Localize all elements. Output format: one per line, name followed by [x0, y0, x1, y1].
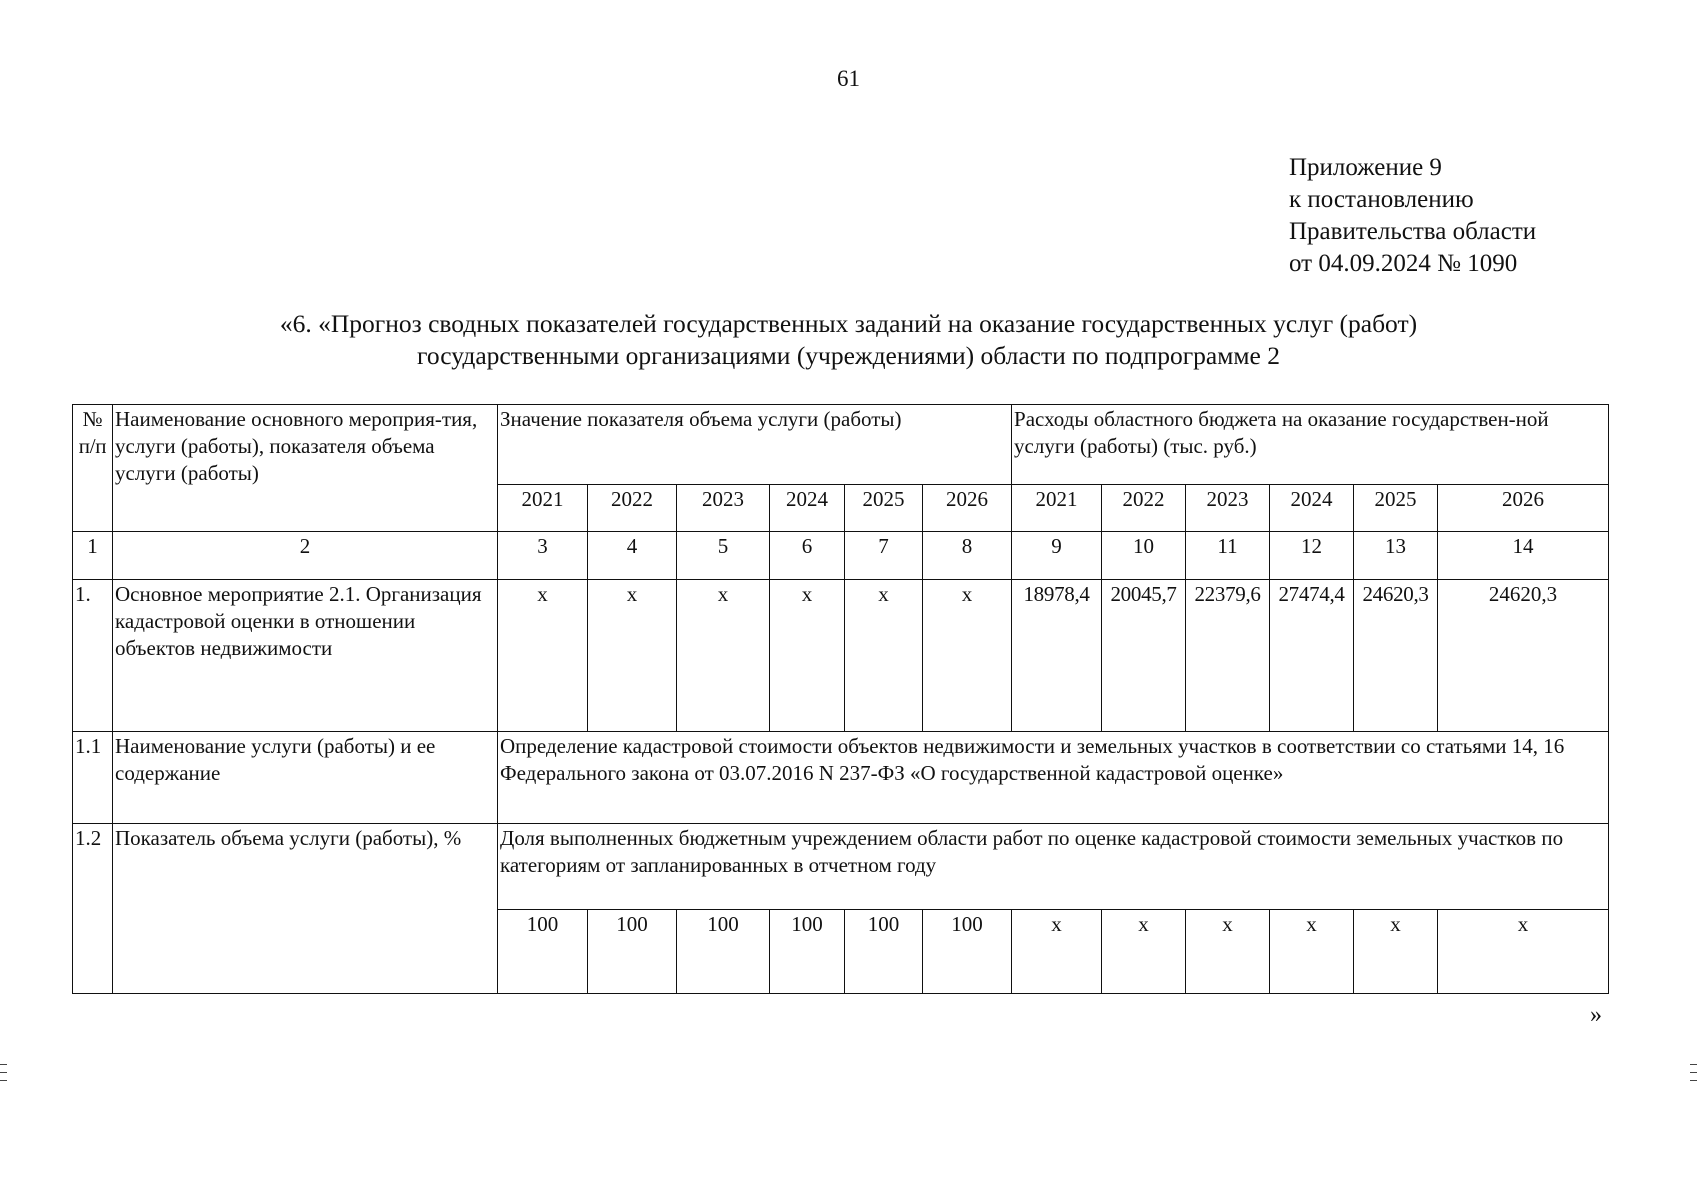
- margin-mark: [0, 1072, 7, 1073]
- appendix-line-3: Правительства области: [1289, 218, 1537, 245]
- document-title: [0, 308, 1697, 372]
- expense-cell: 24620,3: [1354, 580, 1438, 732]
- header-num: № п/п: [73, 405, 113, 532]
- value-cell: х: [498, 580, 588, 732]
- row-num: 1.1: [73, 732, 113, 824]
- header-row: [73, 405, 1609, 485]
- margin-mark: [1690, 1072, 1697, 1073]
- appendix-line-2: к постановлению: [1289, 186, 1474, 213]
- year-cell: 2025: [1354, 485, 1438, 532]
- value-cell: 100: [498, 910, 588, 994]
- value-cell: х: [1270, 910, 1354, 994]
- value-cell: 100: [588, 910, 677, 994]
- row-num: 1.: [73, 580, 113, 732]
- col-number-cell: 13: [1354, 532, 1438, 580]
- appendix-block: [1289, 152, 1536, 280]
- col-number-cell: 2: [113, 532, 498, 580]
- year-cell: 2023: [1186, 485, 1270, 532]
- col-number-cell: 5: [677, 532, 770, 580]
- year-cell: 2022: [1102, 485, 1186, 532]
- value-cell: х: [923, 580, 1012, 732]
- value-cell: 100: [845, 910, 923, 994]
- year-cell: 2021: [498, 485, 588, 532]
- expense-cell: 22379,6: [1186, 580, 1270, 732]
- year-cell: 2026: [923, 485, 1012, 532]
- table-row-1-1: [73, 732, 1609, 824]
- appendix-line-1: Приложение 9: [1289, 154, 1442, 181]
- value-cell: х: [770, 580, 845, 732]
- forecast-table: [72, 404, 1609, 994]
- col-number-cell: 12: [1270, 532, 1354, 580]
- expense-cell: 27474,4: [1270, 580, 1354, 732]
- col-number-cell: 11: [1186, 532, 1270, 580]
- year-cell: 2021: [1012, 485, 1102, 532]
- value-cell: 100: [677, 910, 770, 994]
- value-cell: 100: [923, 910, 1012, 994]
- value-cell: х: [1186, 910, 1270, 994]
- expense-cell: 20045,7: [1102, 580, 1186, 732]
- value-cell: х: [1354, 910, 1438, 994]
- col-number-cell: 1: [73, 532, 113, 580]
- col-number-cell: 14: [1438, 532, 1609, 580]
- col-number-cell: 9: [1012, 532, 1102, 580]
- expense-cell: 18978,4: [1012, 580, 1102, 732]
- margin-mark: [0, 1080, 7, 1081]
- value-cell: х: [588, 580, 677, 732]
- year-cell: 2025: [845, 485, 923, 532]
- row-name: Основное мероприятие 2.1. Организация кадастровой оценки в отношении объектов недвижимости: [113, 580, 498, 732]
- value-cell: 100: [770, 910, 845, 994]
- year-cell: 2026: [1438, 485, 1609, 532]
- year-cell: 2023: [677, 485, 770, 532]
- header-name: Наименование основного мероприя-тия, услуги (работы), показателя объема услуги (работы): [113, 405, 498, 532]
- col-number-cell: 6: [770, 532, 845, 580]
- column-number-row: [73, 532, 1609, 580]
- row-name: Показатель объема услуги (работы), %: [113, 824, 498, 994]
- table-row-1-2: [73, 824, 1609, 910]
- title-line-2: государственными организациями (учреждениями) области по подпрограмме 2: [417, 341, 1280, 370]
- appendix-line-4: от 04.09.2024 № 1090: [1289, 250, 1518, 277]
- header-indicator-group: Значение показателя объема услуги (работы): [498, 405, 1012, 485]
- col-number-cell: 3: [498, 532, 588, 580]
- header-expense-group: Расходы областного бюджета на оказание государствен-ной услуги (работы) (тыс. руб.): [1012, 405, 1609, 485]
- col-number-cell: 7: [845, 532, 923, 580]
- col-number-cell: 8: [923, 532, 1012, 580]
- row-num: 1.2: [73, 824, 113, 994]
- col-number-cell: 10: [1102, 532, 1186, 580]
- service-description: Определение кадастровой стоимости объектов недвижимости и земельных участков в соответствии со статьями 14, 16 Федерального закона от 03.07.2016 N 237-ФЗ «О государственной кадастровой оценке»: [498, 732, 1609, 824]
- year-cell: 2024: [770, 485, 845, 532]
- row-name: Наименование услуги (работы) и ее содержание: [113, 732, 498, 824]
- year-cell: 2024: [1270, 485, 1354, 532]
- margin-mark: [0, 1064, 7, 1065]
- table-row-1: [73, 580, 1609, 732]
- value-cell: х: [1012, 910, 1102, 994]
- expense-cell: 24620,3: [1438, 580, 1609, 732]
- value-cell: х: [1438, 910, 1609, 994]
- value-cell: х: [845, 580, 923, 732]
- margin-mark: [1690, 1080, 1697, 1081]
- value-cell: х: [677, 580, 770, 732]
- value-cell: х: [1102, 910, 1186, 994]
- closing-quote: »: [1590, 1002, 1602, 1028]
- col-number-cell: 4: [588, 532, 677, 580]
- title-line-1: «6. «Прогноз сводных показателей государственных заданий на оказание государственных услуг (работ): [279, 309, 1418, 338]
- margin-mark: [1690, 1064, 1697, 1065]
- indicator-description: Доля выполненных бюджетным учреждением области работ по оценке кадастровой стоимости земельных участков по категориям от запланированных в отчетном году: [498, 824, 1609, 910]
- year-cell: 2022: [588, 485, 677, 532]
- page-number: 61: [837, 66, 860, 91]
